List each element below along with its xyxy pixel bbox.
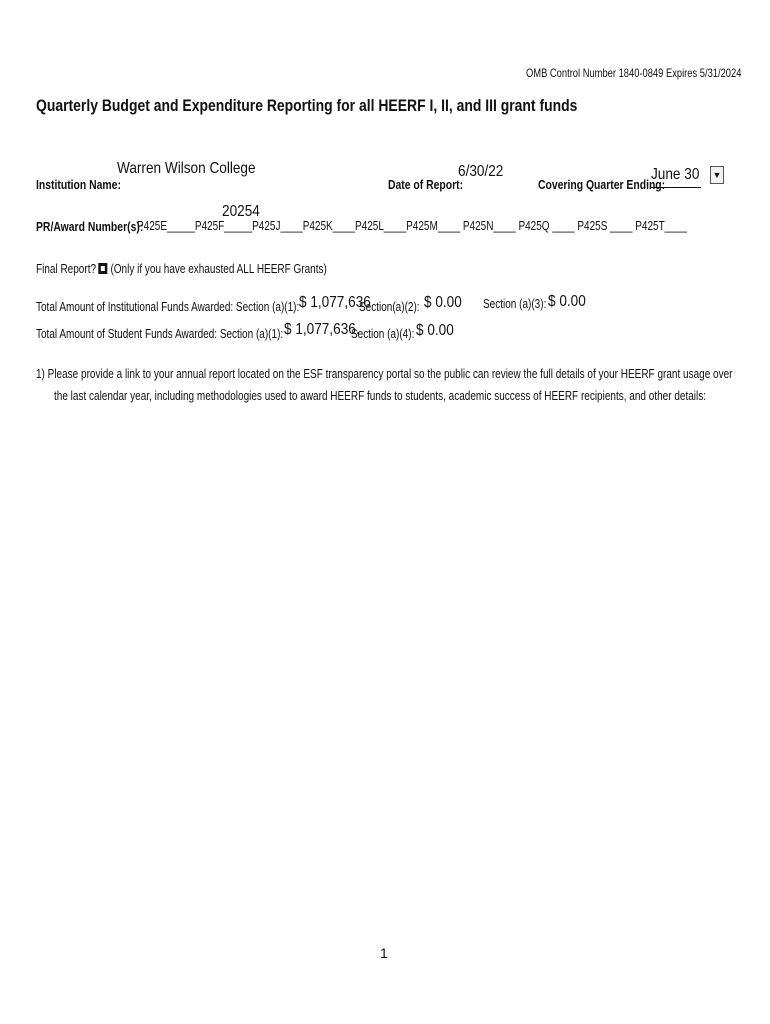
final-report-checkbox[interactable]	[98, 263, 107, 274]
student-a1-field[interactable]: $ 1,077,636.	[284, 321, 360, 338]
covering-quarter-field[interactable]: June 30	[651, 166, 700, 183]
date-of-report-field[interactable]: 6/30/22	[458, 163, 504, 180]
omb-control-number: OMB Control Number 1840-0849 Expires 5/31/2024	[526, 66, 742, 80]
section-a2-label: Section(a)(2):	[359, 300, 420, 314]
chevron-down-icon: ▼	[712, 170, 722, 180]
student-funds-label: Total Amount of Student Funds Awarded: Section (a)(1):	[36, 327, 284, 341]
institutional-funds-label: Total Amount of Institutional Funds Awarded: Section (a)(1):	[36, 300, 300, 314]
award-number-label: PR/Award Number(s):	[36, 219, 144, 234]
quarter-dropdown-button[interactable]	[710, 166, 724, 184]
institution-name-label: Institution Name:	[36, 177, 121, 192]
covering-quarter-underline	[651, 187, 701, 188]
question-1-text: 1) Please provide a link to your annual report located on the ESF transparency portal so the public can review the full details of your HEERF grant usage over	[36, 367, 733, 381]
covering-quarter-label: Covering Quarter Ending:	[538, 177, 666, 192]
institutional-a1-field[interactable]: $ 1,077,636	[299, 294, 371, 311]
final-report-note: (Only if you have exhausted ALL HEERF Grants)	[110, 262, 327, 276]
page-number: 1	[380, 945, 388, 961]
award-number-codes: P425E_____P425F_____P425J____P425K____P425L____P425M____ P425N____ P425Q ____ P425S ____ P425T____	[137, 219, 687, 233]
section-a4-field[interactable]: $ 0.00	[416, 322, 454, 339]
section-a4-label: Section (a)(4):	[351, 327, 415, 341]
institution-name-field[interactable]: Warren Wilson College	[117, 160, 256, 177]
section-a2-field[interactable]: $ 0.00	[424, 294, 462, 311]
final-report-label: Final Report?	[36, 262, 97, 276]
final-report-row	[36, 262, 327, 276]
award-number-field[interactable]: 20254	[222, 203, 260, 220]
section-a3-field[interactable]: $ 0.00	[548, 293, 586, 310]
question-1-text-continued: the last calendar year, including methodologies used to award HEERF funds to students, academic success of HEERF recipients, and other details:	[54, 389, 707, 403]
form-title: Quarterly Budget and Expenditure Reporting for all HEERF I, II, and III grant funds	[36, 96, 578, 115]
date-of-report-label: Date of Report:	[388, 177, 464, 192]
section-a3-label: Section (a)(3):	[483, 297, 547, 311]
